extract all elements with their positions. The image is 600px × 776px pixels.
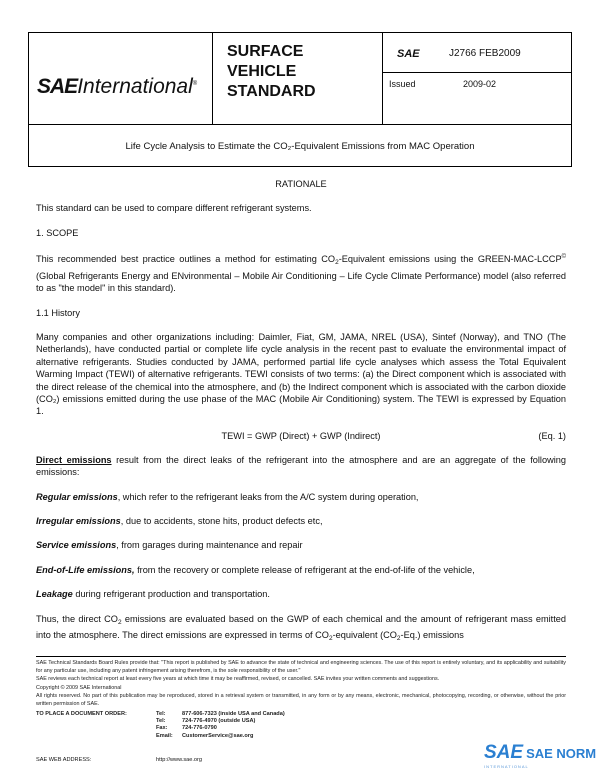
- fax-value: 724-776-0790: [182, 725, 217, 732]
- fax-label: Fax:: [156, 725, 168, 732]
- footer-copyright: Copyright © 2009 SAE International: [36, 684, 122, 691]
- watermark-sae-logo: SAE: [484, 742, 524, 763]
- footer-review: SAE reviews each technical report at least every five years at which time it may be reaffirmed, revised, or cancelled. SAE invites your written comments and suggestions.: [36, 676, 440, 683]
- standard-type: [227, 42, 316, 102]
- web-address-link[interactable]: http://www.sae.org: [156, 757, 203, 763]
- regular-emissions-item: Regular emissions, which refer to the refrigerant leaks from the A/C system during operation,: [36, 491, 419, 502]
- document-title: Life Cycle Analysis to Estimate the CO₂-Equivalent Emissions from MAC Operation: [125, 141, 475, 152]
- email-value[interactable]: CustomerService@sae.org: [182, 732, 254, 739]
- order-label: TO PLACE A DOCUMENT ORDER:: [36, 710, 127, 717]
- end-of-life-emissions-item: End-of-Life emissions, from the recovery or complete release of refrigerant at the end-of-life of the vehicle,: [36, 564, 475, 575]
- title-box: [28, 125, 572, 167]
- tel2-value: 724-776-4970 (outside USA): [182, 717, 256, 724]
- rationale-heading: RATIONALE: [275, 179, 327, 189]
- watermark-norm-text: SAE NORM: [526, 746, 597, 761]
- rationale-text: This standard can be used to compare different refrigerant systems.: [36, 203, 312, 214]
- doc-number-row: [383, 33, 571, 73]
- scope-paragraph: This recommended best practice outlines a method for estimating $CO_2$-Equivalent emissions using the GREEN-MAC-LCCP© (Global Refrigerants Energy and ENvironmental – Mobile Air Conditioning – Life Cycle Climate Performance) model (also referred to as "the model" in this standard).: [36, 254, 566, 294]
- footer-rights: All rights reserved. No part of this publication may be reproduced, stored in a retrieval system or transmitted, in any form or by any means, electronic, mechanical, photocopying, recording, or otherwise, without the prior written permission of SAE.: [36, 693, 566, 707]
- issued-date: 2009-02: [463, 79, 497, 89]
- direct-co2-paragraph: Thus, the direct $CO_2$ emissions are evaluated based on the GWP of each chemical and the amount of refrigerant mass emitted into the atmosphere. The direct emissions are expressed in terms of $CO_2$-equivalent $(CO_2-Eq.)$ emissions: [36, 613, 566, 642]
- leakage-item: Leakage during refrigerant production and transportation.: [36, 589, 270, 600]
- footer-rules: SAE Technical Standards Board Rules provide that: "This report is published by SAE to advance the state of technical and engineering sciences. The use of this report is entirely voluntary, and its applicability and suitability for any particular use, including any patent infringement arising therefrom, is the sole responsibility of the user.": [36, 660, 566, 674]
- document-header: [28, 32, 572, 125]
- standard-type-line: STANDARD: [227, 83, 316, 100]
- direct-emissions-label: Direct emissions: [36, 454, 112, 465]
- document-body: [36, 178, 566, 645]
- doc-number: J2766 FEB2009: [449, 48, 521, 59]
- email-label: Email:: [156, 732, 173, 739]
- history-paragraph: Many companies and other organizations including: Daimler, Fiat, GM, JAMA, NREL (USA), Sintef (Norway), and TNO (The Netherlands), have conducted partial or complete life cycle analysis in the recent past to evaluate the environmental impact of alternative refrigerants. Studies conducted by JAMA, performed partial life cycle analyses which assess the Total Equivalent Warming Impact (TEWI) of alternative refrigerants. TEWI consists of two terms: (a) the Direct component which is associated with the direct release of the chemical into the atmosphere, and (b) the Indirect component which is associated with the carbon dioxide (CO₂) emissions emitted during the use phase of the MAC (Mobile Air Conditioning) system. The TEWI is expressed by Equation 1.: [36, 331, 566, 417]
- watermark-subtext: INTERNATIONAL: [484, 764, 529, 769]
- equation-row: [36, 430, 566, 442]
- logo-trademark: ®: [192, 81, 198, 87]
- sae-small-logo: SAE: [397, 48, 420, 60]
- tel-value: 877-606-7323 (inside USA and Canada): [182, 710, 285, 717]
- direct-emissions-paragraph: Direct emissions result from the direct leaks of the refrigerant into the atmosphere and are an aggregate of the following emissions:: [36, 454, 566, 478]
- logo-mark: SAE: [37, 75, 78, 98]
- logo-cell: [29, 33, 213, 124]
- service-emissions-item: Service emissions, from garages during maintenance and repair: [36, 540, 303, 551]
- sae-international-logo: [37, 75, 197, 99]
- irregular-emissions-item: Irregular emissions, due to accidents, stone hits, product defects etc,: [36, 515, 323, 526]
- tel2-label: Tel:: [156, 717, 166, 724]
- doc-info-cell: [383, 33, 571, 124]
- logo-text: International: [77, 75, 193, 98]
- history-heading: 1.1 History: [36, 307, 80, 318]
- order-contact-grid: [36, 711, 566, 741]
- document-footer: [36, 656, 566, 740]
- standard-type-line: VEHICLE: [227, 63, 297, 80]
- standard-type-line: SURFACE: [227, 43, 304, 60]
- sae-norm-watermark: [484, 742, 597, 769]
- equation: TEWI = GWP (Direct) + GWP (Indirect): [221, 430, 381, 441]
- scope-heading: 1. SCOPE: [36, 227, 79, 238]
- equation-number: (Eq. 1): [538, 430, 566, 441]
- issued-label: Issued: [389, 79, 416, 89]
- standard-type-cell: [213, 33, 383, 124]
- web-address-label: SAE WEB ADDRESS:: [36, 757, 92, 763]
- tel-label: Tel:: [156, 710, 166, 717]
